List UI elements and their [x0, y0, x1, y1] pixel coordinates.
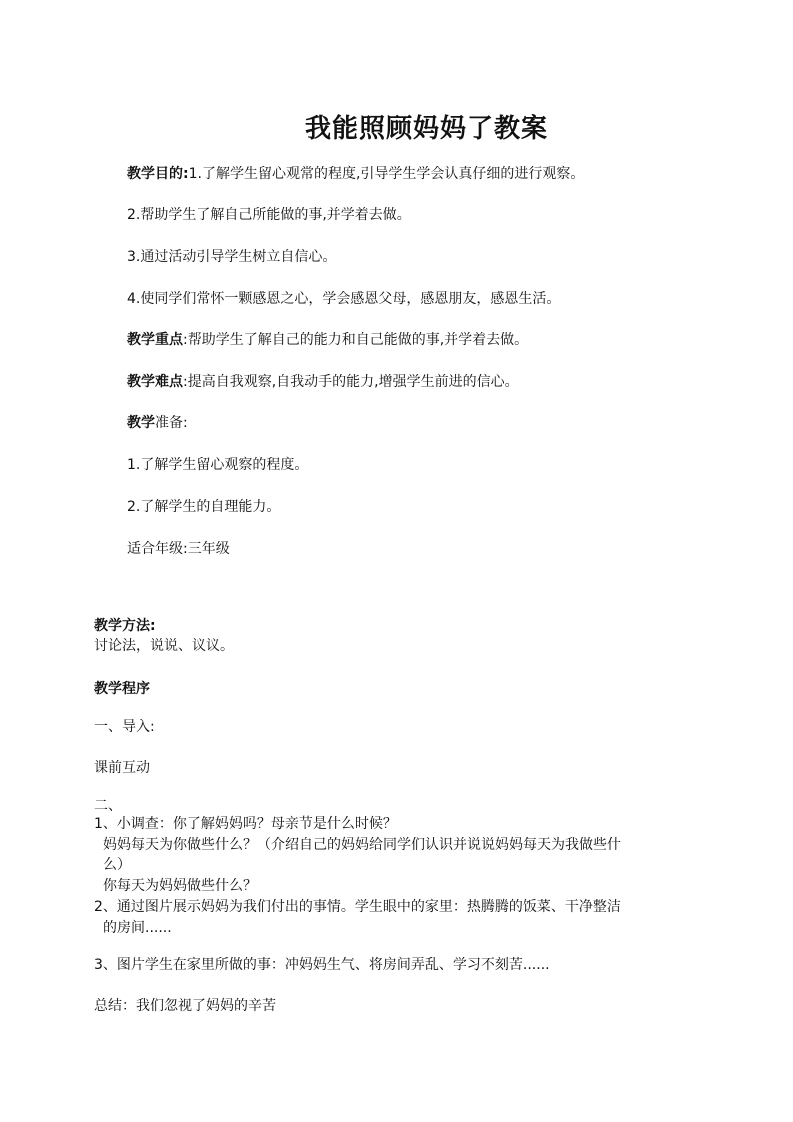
survey-answer-2: 你每天为妈妈做些什么？	[103, 878, 257, 894]
objectives-line-1	[127, 164, 584, 184]
preparation-heading	[127, 413, 188, 433]
key-points-line	[127, 330, 528, 350]
procedure-intro: 一、导入:	[94, 719, 155, 735]
objectives-label: 教学目的:	[127, 166, 189, 182]
picture-item-2-line-1: 2、通过图片展示妈妈为我们付出的事情。学生眼中的家里：热腾腾的饭菜、干净整洁	[94, 899, 621, 915]
difficulties-line	[127, 372, 519, 392]
procedure-interaction: 课前互动	[94, 760, 150, 776]
objectives-item-2: 2.帮助学生了解自己所能做的事,并学着去做。	[127, 207, 411, 223]
survey-question-1: 1、小调查：你了解妈妈吗？母亲节是什么时候？	[94, 816, 397, 832]
objectives-item-4: 4.使同学们常怀一颗感恩之心，学会感恩父母，感恩朋友，感恩生活。	[127, 291, 561, 307]
key-points-text: :帮助学生了解自己的能力和自己能做的事,并学着去做。	[183, 332, 529, 348]
methods-text: 讨论法，说说、议议。	[94, 638, 234, 654]
grade-line: 适合年级:三年级	[127, 541, 230, 557]
preparation-item-2: 2.了解学生的自理能力。	[127, 499, 281, 515]
procedure-label: 教学程序	[94, 681, 150, 697]
objectives-item-1: 1.了解学生留心观常的程度,引导学生学会认真仔细的进行观察。	[188, 166, 585, 182]
page-title: 我能照顾妈妈了教案	[304, 114, 548, 144]
key-points-label: 教学重点	[127, 332, 183, 348]
summary-line: 总结：我们忽视了妈妈的辛苦	[94, 998, 276, 1014]
survey-answer-1-line-1: 妈妈每天为你做些什么？（介绍自己的妈妈给同学们认识并说说妈妈每天为我做些什	[103, 837, 621, 853]
picture-item-3: 3、图片学生在家里所做的事：冲妈妈生气、将房间弄乱、学习不刻苦......	[94, 957, 550, 973]
difficulties-text: :提高自我观察,自我动手的能力,增强学生前进的信心。	[183, 374, 519, 390]
preparation-item-1: 1.了解学生留心观察的程度。	[127, 457, 309, 473]
preparation-label: 教学	[127, 415, 155, 431]
preparation-text: 准备:	[155, 415, 188, 431]
procedure-part-2: 二、	[94, 798, 122, 814]
objectives-item-3: 3.通过活动引导学生树立自信心。	[127, 249, 337, 265]
picture-item-2-line-2: 的房间......	[103, 920, 172, 936]
survey-answer-1-line-2: 么）	[103, 857, 131, 873]
methods-label: 教学方法:	[94, 618, 156, 634]
difficulties-label: 教学难点	[127, 374, 183, 390]
